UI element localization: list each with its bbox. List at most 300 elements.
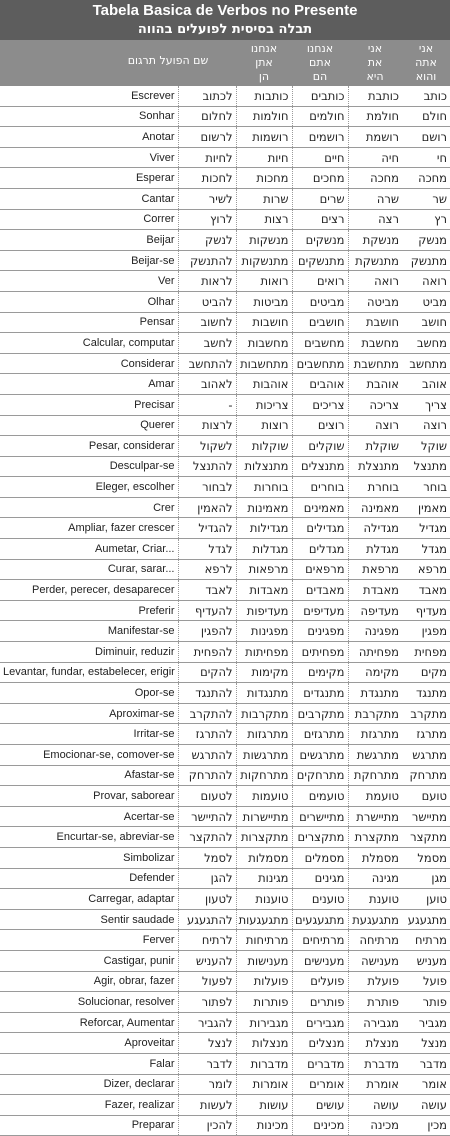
fem-plural-cell: מתקרבות [236, 703, 292, 724]
infinitive-cell: להתרחק [178, 765, 236, 786]
table-row [0, 1033, 450, 1054]
fem-singular-cell: חולמת [348, 106, 402, 127]
infinitive-cell: לבחור [178, 477, 236, 498]
masc-singular-cell: מעדיף [402, 600, 450, 621]
masc-singular-cell: מגן [402, 868, 450, 889]
translation-cell: Simbolizar [0, 847, 178, 868]
translation-cell: Calcular, computar [0, 333, 178, 354]
masc-plural-cell: מדברים [292, 1053, 348, 1074]
masc-plural-cell: מחכים [292, 168, 348, 189]
translation-cell: Dizer, declarar [0, 1074, 178, 1095]
masc-plural-cell: מגינים [292, 868, 348, 889]
masc-singular-cell: מתיישר [402, 806, 450, 827]
masc-plural-cell: מנשקים [292, 230, 348, 251]
masc-plural-cell: מכינים [292, 1115, 348, 1136]
table-row [0, 147, 450, 168]
translation-cell: Viver [0, 147, 178, 168]
table-row [0, 1095, 450, 1116]
masc-plural-cell: רושמים [292, 127, 348, 148]
translation-cell: Esperar [0, 168, 178, 189]
masc-plural-cell: מאמינים [292, 497, 348, 518]
page-title: Tabela Basica de Verbos no Presente [92, 2, 358, 19]
fem-plural-cell: מגדילות [236, 518, 292, 539]
table-row [0, 456, 450, 477]
infinitive-cell: לרפא [178, 559, 236, 580]
masc-singular-cell: אומר [402, 1074, 450, 1095]
table-row [0, 394, 450, 415]
infinitive-cell: לחכות [178, 168, 236, 189]
infinitive-cell: להתקצר [178, 827, 236, 848]
masc-singular-cell: מתגעגע [402, 909, 450, 930]
infinitive-cell: להגדיל [178, 518, 236, 539]
fem-singular-cell: מחכה [348, 168, 402, 189]
masc-singular-cell: פותר [402, 992, 450, 1013]
infinitive-cell: להכין [178, 1115, 236, 1136]
fem-singular-cell: אומרת [348, 1074, 402, 1095]
table-row [0, 250, 450, 271]
column-header-1 [236, 40, 292, 86]
masc-plural-cell: מפחיתים [292, 642, 348, 663]
masc-plural-cell: מתקצרים [292, 827, 348, 848]
translation-cell: Pensar [0, 312, 178, 333]
infinitive-cell: להביט [178, 291, 236, 312]
table-row [0, 971, 450, 992]
infinitive-cell: להקים [178, 662, 236, 683]
fem-plural-cell: מתנגדות [236, 683, 292, 704]
table-row [0, 621, 450, 642]
table-row [0, 436, 450, 457]
column-header-line: אנחנו [250, 42, 278, 55]
fem-plural-cell: פועלות [236, 971, 292, 992]
masc-plural-cell: אומרים [292, 1074, 348, 1095]
translation-cell: Ferver [0, 930, 178, 951]
masc-singular-cell: מאבד [402, 580, 450, 601]
table-row [0, 271, 450, 292]
masc-plural-cell: חושבים [292, 312, 348, 333]
fem-plural-cell: חושבות [236, 312, 292, 333]
fem-singular-cell: מכינה [348, 1115, 402, 1136]
fem-plural-cell: רצות [236, 209, 292, 230]
fem-plural-cell: חולמות [236, 106, 292, 127]
table-row [0, 847, 450, 868]
masc-singular-cell: בוחר [402, 477, 450, 498]
masc-plural-cell: מתגעגעים [292, 909, 348, 930]
fem-plural-cell: צריכות [236, 394, 292, 415]
masc-plural-cell: בוחרים [292, 477, 348, 498]
masc-singular-cell: מקים [402, 662, 450, 683]
infinitive-cell: לומר [178, 1074, 236, 1095]
table-row [0, 992, 450, 1013]
fem-singular-cell: מפגינה [348, 621, 402, 642]
masc-plural-cell: רואים [292, 271, 348, 292]
masc-singular-cell: מתקרב [402, 703, 450, 724]
fem-plural-cell: מנצלות [236, 1033, 292, 1054]
masc-singular-cell: רואה [402, 271, 450, 292]
table-row [0, 703, 450, 724]
table-row [0, 745, 450, 766]
translation-cell: Aproveitar [0, 1033, 178, 1054]
fem-singular-cell: מתקרבת [348, 703, 402, 724]
fem-plural-cell: עושות [236, 1095, 292, 1116]
fem-singular-cell: אוהבת [348, 374, 402, 395]
table-row [0, 333, 450, 354]
fem-singular-cell: מתנשקת [348, 250, 402, 271]
translation-cell: Solucionar, resolver [0, 992, 178, 1013]
table-row [0, 662, 450, 683]
translation-cell: Aproximar-se [0, 703, 178, 724]
table-row [0, 230, 450, 251]
infinitive-cell: לדבר [178, 1053, 236, 1074]
fem-singular-cell: מתנצלת [348, 456, 402, 477]
masc-singular-cell: רוצה [402, 415, 450, 436]
infinitive-cell: לטעון [178, 889, 236, 910]
table-row [0, 909, 450, 930]
masc-singular-cell: עושה [402, 1095, 450, 1116]
masc-singular-cell: חושב [402, 312, 450, 333]
fem-plural-cell: מאמינות [236, 497, 292, 518]
masc-plural-cell: מפגינים [292, 621, 348, 642]
column-header-line: אתה [415, 56, 437, 69]
masc-plural-cell: מנצלים [292, 1033, 348, 1054]
fem-plural-cell: מגינות [236, 868, 292, 889]
translation-cell: Ver [0, 271, 178, 292]
masc-plural-cell: כותבים [292, 86, 348, 106]
fem-plural-cell: בוחרות [236, 477, 292, 498]
infinitive-cell: לאבד [178, 580, 236, 601]
masc-singular-cell: מחכה [402, 168, 450, 189]
translation-cell: Reforcar, Aumentar [0, 1012, 178, 1033]
table-row [0, 765, 450, 786]
fem-singular-cell: רוצה [348, 415, 402, 436]
infinitive-cell: להעדיף [178, 600, 236, 621]
fem-plural-cell: חיות [236, 147, 292, 168]
masc-plural-cell: מרפאים [292, 559, 348, 580]
fem-plural-cell: מחכות [236, 168, 292, 189]
infinitive-cell: לעשות [178, 1095, 236, 1116]
table-row [0, 291, 450, 312]
translation-cell: Eleger, escolher [0, 477, 178, 498]
fem-plural-cell: מתקצרות [236, 827, 292, 848]
masc-singular-cell: מחשב [402, 333, 450, 354]
fem-plural-cell: מתנשקות [236, 250, 292, 271]
fem-plural-cell: פותרות [236, 992, 292, 1013]
masc-plural-cell: מגדילים [292, 518, 348, 539]
table-row [0, 930, 450, 951]
masc-plural-cell: מתרחקים [292, 765, 348, 786]
infinitive-cell: לפתור [178, 992, 236, 1013]
table-row [0, 1074, 450, 1095]
fem-plural-cell: רואות [236, 271, 292, 292]
page-title-hebrew: תבלה בסיסית לפועלים בהווה [137, 22, 313, 37]
fem-plural-cell: שרות [236, 188, 292, 209]
translation-cell: Castigar, punir [0, 950, 178, 971]
masc-plural-cell: מחשבים [292, 333, 348, 354]
fem-singular-cell: מתחשבת [348, 353, 402, 374]
fem-singular-cell: חיה [348, 147, 402, 168]
fem-singular-cell: מחשבת [348, 333, 402, 354]
fem-singular-cell: מגדלת [348, 539, 402, 560]
infinitive-cell: לשקול [178, 436, 236, 457]
table-row [0, 868, 450, 889]
table-row [0, 374, 450, 395]
infinitive-cell: לחלום [178, 106, 236, 127]
infinitive-cell: להאמין [178, 497, 236, 518]
fem-plural-cell: מדברות [236, 1053, 292, 1074]
masc-plural-cell: שרים [292, 188, 348, 209]
table-row [0, 168, 450, 189]
masc-plural-cell: חולמים [292, 106, 348, 127]
table-row [0, 353, 450, 374]
masc-singular-cell: כותב [402, 86, 450, 106]
translation-cell: Agir, obrar, fazer [0, 971, 178, 992]
masc-singular-cell: רץ [402, 209, 450, 230]
translation-cell: Opor-se [0, 683, 178, 704]
infinitive-cell: להתרגז [178, 724, 236, 745]
fem-singular-cell: חושבת [348, 312, 402, 333]
translation-cell: Afastar-se [0, 765, 178, 786]
infinitive-cell: לאהוב [178, 374, 236, 395]
infinitive-cell: לכתוב [178, 86, 236, 106]
column-header-2 [292, 40, 348, 86]
fem-plural-cell: מרפאות [236, 559, 292, 580]
translation-cell: Beijar [0, 230, 178, 251]
fem-plural-cell: מחשבות [236, 333, 292, 354]
masc-plural-cell: פותרים [292, 992, 348, 1013]
masc-singular-cell: מאמין [402, 497, 450, 518]
fem-singular-cell: מרתיחה [348, 930, 402, 951]
masc-singular-cell: מתנגד [402, 683, 450, 704]
translation-cell: Aumetar, Criar... [0, 539, 178, 560]
translation-cell: Sonhar [0, 106, 178, 127]
fem-singular-cell: מעדיפה [348, 600, 402, 621]
table-row [0, 127, 450, 148]
fem-singular-cell: מביטה [348, 291, 402, 312]
masc-plural-cell: מתנגדים [292, 683, 348, 704]
masc-singular-cell: מתנשק [402, 250, 450, 271]
translation-cell: Pesar, considerar [0, 436, 178, 457]
infinitive-cell: לנשק [178, 230, 236, 251]
column-header-0 [100, 40, 236, 86]
fem-plural-cell: רושמות [236, 127, 292, 148]
column-header-line: אנחנו [306, 42, 334, 55]
masc-plural-cell: צריכים [292, 394, 348, 415]
column-header-line: אני [367, 42, 383, 55]
translation-cell: Carregar, adaptar [0, 889, 178, 910]
masc-plural-cell: מתנשקים [292, 250, 348, 271]
masc-singular-cell: טוען [402, 889, 450, 910]
masc-plural-cell: מגבירים [292, 1012, 348, 1033]
table-row [0, 1012, 450, 1033]
infinitive-cell: - [178, 394, 236, 415]
translation-cell: Defender [0, 868, 178, 889]
table-row [0, 580, 450, 601]
translation-cell: Emocionar-se, comover-se [0, 745, 178, 766]
masc-singular-cell: אוהב [402, 374, 450, 395]
fem-singular-cell: מתרחקת [348, 765, 402, 786]
fem-plural-cell: מקימות [236, 662, 292, 683]
infinitive-cell: לרצות [178, 415, 236, 436]
masc-plural-cell: מקימים [292, 662, 348, 683]
masc-singular-cell: מדבר [402, 1053, 450, 1074]
fem-plural-cell: אומרות [236, 1074, 292, 1095]
fem-plural-cell: מפגינות [236, 621, 292, 642]
fem-plural-cell: מענישות [236, 950, 292, 971]
masc-singular-cell: מתרחק [402, 765, 450, 786]
fem-plural-cell: מפחיתות [236, 642, 292, 663]
masc-plural-cell: מתנצלים [292, 456, 348, 477]
fem-singular-cell: רצה [348, 209, 402, 230]
column-header-line: אני [418, 42, 434, 55]
masc-singular-cell: מכין [402, 1115, 450, 1136]
masc-singular-cell: מנצל [402, 1033, 450, 1054]
infinitive-cell: לחיות [178, 147, 236, 168]
infinitive-cell: להתנגד [178, 683, 236, 704]
translation-cell: Querer [0, 415, 178, 436]
infinitive-cell: לגדל [178, 539, 236, 560]
masc-singular-cell: מנשק [402, 230, 450, 251]
verbs-table [0, 86, 450, 1136]
masc-singular-cell: טועם [402, 786, 450, 807]
fem-plural-cell: כותבות [236, 86, 292, 106]
masc-singular-cell: מפגין [402, 621, 450, 642]
column-header-line: את [367, 56, 383, 69]
fem-plural-cell: מכינות [236, 1115, 292, 1136]
table-row [0, 683, 450, 704]
masc-plural-cell: מעדיפים [292, 600, 348, 621]
fem-plural-cell: מגבירות [236, 1012, 292, 1033]
translation-cell: Preferir [0, 600, 178, 621]
fem-singular-cell: פותרת [348, 992, 402, 1013]
column-header-line: אתן [255, 56, 273, 69]
fem-singular-cell: מתרגשת [348, 745, 402, 766]
masc-plural-cell: מרתיחים [292, 930, 348, 951]
masc-plural-cell: מאבדים [292, 580, 348, 601]
masc-singular-cell: מסמל [402, 847, 450, 868]
infinitive-cell: לחשב [178, 333, 236, 354]
column-header-line: הן [258, 70, 270, 83]
fem-plural-cell: רוצות [236, 415, 292, 436]
masc-singular-cell: מרתיח [402, 930, 450, 951]
fem-plural-cell: מסמלות [236, 847, 292, 868]
fem-singular-cell: מדברת [348, 1053, 402, 1074]
fem-singular-cell: שרה [348, 188, 402, 209]
fem-singular-cell: פועלת [348, 971, 402, 992]
table-row [0, 209, 450, 230]
translation-cell: Diminuir, reduzir [0, 642, 178, 663]
masc-plural-cell: מתחשבים [292, 353, 348, 374]
table-row [0, 950, 450, 971]
translation-cell: Amar [0, 374, 178, 395]
infinitive-cell: להפגין [178, 621, 236, 642]
table-header [0, 40, 450, 86]
column-header-4 [402, 40, 450, 86]
masc-singular-cell: חי [402, 147, 450, 168]
masc-singular-cell: רושם [402, 127, 450, 148]
masc-singular-cell: מתנצל [402, 456, 450, 477]
table-row [0, 1053, 450, 1074]
infinitive-cell: לנצל [178, 1033, 236, 1054]
translation-cell: Beijar-se [0, 250, 178, 271]
translation-cell: Manifestar-se [0, 621, 178, 642]
fem-singular-cell: מאמינה [348, 497, 402, 518]
table-row [0, 600, 450, 621]
infinitive-cell: להפחית [178, 642, 236, 663]
translation-cell: Perder, perecer, desaparecer [0, 580, 178, 601]
fem-singular-cell: מאבדת [348, 580, 402, 601]
translation-cell: Precisar [0, 394, 178, 415]
page-header [0, 0, 450, 40]
fem-singular-cell: עושה [348, 1095, 402, 1116]
fem-singular-cell: כותבת [348, 86, 402, 106]
fem-singular-cell: מגינה [348, 868, 402, 889]
fem-plural-cell: מתיישרות [236, 806, 292, 827]
masc-singular-cell: מגדיל [402, 518, 450, 539]
masc-plural-cell: עושים [292, 1095, 348, 1116]
infinitive-cell: להתנצל [178, 456, 236, 477]
translation-cell: Acertar-se [0, 806, 178, 827]
fem-plural-cell: מתרגזות [236, 724, 292, 745]
masc-singular-cell: מתחשב [402, 353, 450, 374]
table-row [0, 518, 450, 539]
translation-cell: Considerar [0, 353, 178, 374]
masc-plural-cell: מתרגשים [292, 745, 348, 766]
table-row [0, 415, 450, 436]
infinitive-cell: להתקרב [178, 703, 236, 724]
masc-plural-cell: מתיישרים [292, 806, 348, 827]
translation-cell: Cantar [0, 188, 178, 209]
table-row [0, 106, 450, 127]
translation-cell: Sentir saudade [0, 909, 178, 930]
fem-plural-cell: מתגעגעות [236, 909, 292, 930]
column-header-line: אתם [309, 56, 331, 69]
translation-cell: Olhar [0, 291, 178, 312]
masc-plural-cell: פועלים [292, 971, 348, 992]
fem-singular-cell: רושמת [348, 127, 402, 148]
masc-plural-cell: מתרגזים [292, 724, 348, 745]
table-row [0, 827, 450, 848]
masc-plural-cell: שוקלים [292, 436, 348, 457]
table-row [0, 1115, 450, 1136]
masc-singular-cell: שוקל [402, 436, 450, 457]
masc-plural-cell: מגדלים [292, 539, 348, 560]
fem-singular-cell: מתגעגעת [348, 909, 402, 930]
infinitive-cell: לרוץ [178, 209, 236, 230]
table-row [0, 889, 450, 910]
translation-cell: Curar, sarar... [0, 559, 178, 580]
infinitive-cell: לפעול [178, 971, 236, 992]
infinitive-cell: להעניש [178, 950, 236, 971]
fem-singular-cell: מסמלת [348, 847, 402, 868]
infinitive-cell: להתחשב [178, 353, 236, 374]
fem-singular-cell: מתיישרת [348, 806, 402, 827]
translation-cell: Anotar [0, 127, 178, 148]
fem-plural-cell: מאבדות [236, 580, 292, 601]
table-row [0, 86, 450, 106]
fem-plural-cell: מתרגשות [236, 745, 292, 766]
translation-cell: Desculpar-se [0, 456, 178, 477]
fem-singular-cell: טוענת [348, 889, 402, 910]
fem-plural-cell: מתנצלות [236, 456, 292, 477]
column-header-line: הם [312, 70, 328, 83]
infinitive-cell: להתרגש [178, 745, 236, 766]
infinitive-cell: לרשום [178, 127, 236, 148]
fem-singular-cell: מרפאת [348, 559, 402, 580]
masc-singular-cell: מפחית [402, 642, 450, 663]
translation-cell: Provar, saborear [0, 786, 178, 807]
table-row [0, 559, 450, 580]
masc-plural-cell: אוהבים [292, 374, 348, 395]
fem-plural-cell: מנשקות [236, 230, 292, 251]
